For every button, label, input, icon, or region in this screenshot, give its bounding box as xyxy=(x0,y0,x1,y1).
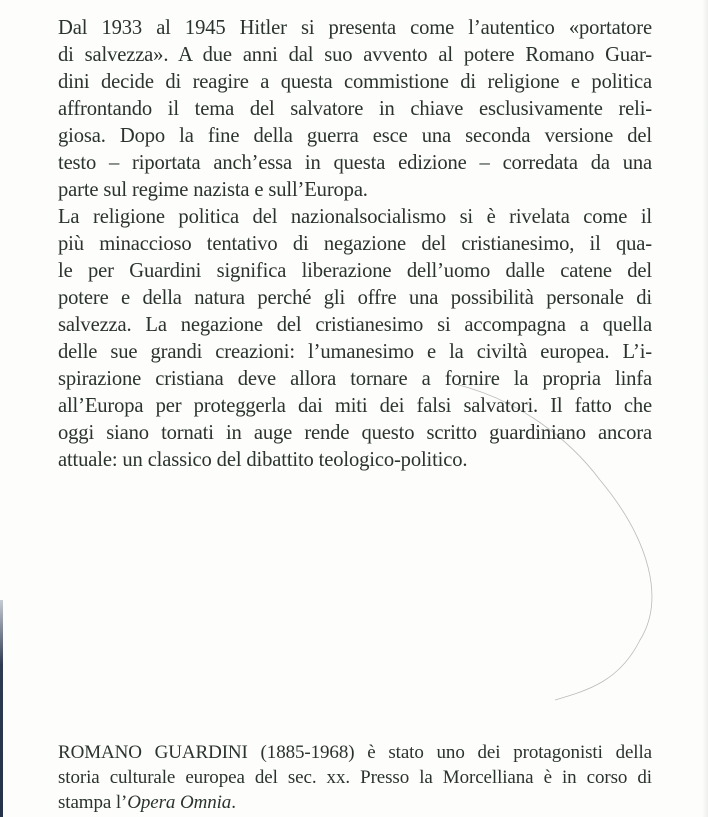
page-edge-shadow xyxy=(702,0,708,817)
text-line: giosa. Dopo la fine della guerra esce una seconda versione del xyxy=(58,125,652,147)
text-line: delle sue grandi creazioni: l’umanesimo e la civiltà europea. L’i- xyxy=(58,341,652,363)
text-line: più minaccioso tentativo di negazione del cristianesimo, il qua- xyxy=(58,233,652,255)
author-bio xyxy=(58,740,652,815)
text-line: parte sul regime nazista e sull’Europa. xyxy=(58,179,368,201)
text-line: La religione politica del nazionalsocialismo si è rivelata come il xyxy=(58,206,652,228)
blurb-paragraph-2 xyxy=(58,204,652,474)
back-cover-blurb xyxy=(58,15,652,474)
text-line: attuale: un classico del dibattito teologico-politico. xyxy=(58,449,468,471)
text-line: salvezza. La negazione del cristianesimo si accompagna a quella xyxy=(58,314,652,336)
text-line: potere e della natura perché gli offre una possibilità personale di xyxy=(58,287,652,309)
text-line: oggi siano tornati in auge rende questo scritto guardiniano ancora xyxy=(58,422,652,444)
bio-line: storia culturale europea del sec. xx. Presso la Morcelliana è in corso di xyxy=(58,767,652,788)
bio-text: . xyxy=(231,792,236,813)
blurb-paragraph-1 xyxy=(58,15,652,204)
book-series-title: Opera Omnia xyxy=(127,792,232,813)
bio-line: ROMANO GUARDINI (1885-1968) è stato uno dei protagonisti della xyxy=(58,742,652,763)
text-line: di salvezza». A due anni dal suo avvento al potere Romano Guar- xyxy=(58,44,652,66)
text-line: all’Europa per proteggerla dai miti dei falsi salvatori. Il fatto che xyxy=(58,395,652,417)
cover-spine-edge xyxy=(0,600,3,817)
text-line: dini decide di reagire a questa commistione di religione e politica xyxy=(58,71,652,93)
bio-line xyxy=(58,790,652,815)
text-line: spirazione cristiana deve allora tornare a fornire la propria linfa xyxy=(58,368,652,390)
text-line: Dal 1933 al 1945 Hitler si presenta come l’autentico «portatore xyxy=(58,17,652,39)
text-line: testo – riportata anch’essa in questa edizione – corredata da una xyxy=(58,152,652,174)
text-line: affrontando il tema del salvatore in chiave esclusivamente reli- xyxy=(58,98,652,120)
text-line: le per Guardini significa liberazione dell’uomo dalle catene del xyxy=(58,260,652,282)
bio-text: stampa l’ xyxy=(58,792,128,813)
